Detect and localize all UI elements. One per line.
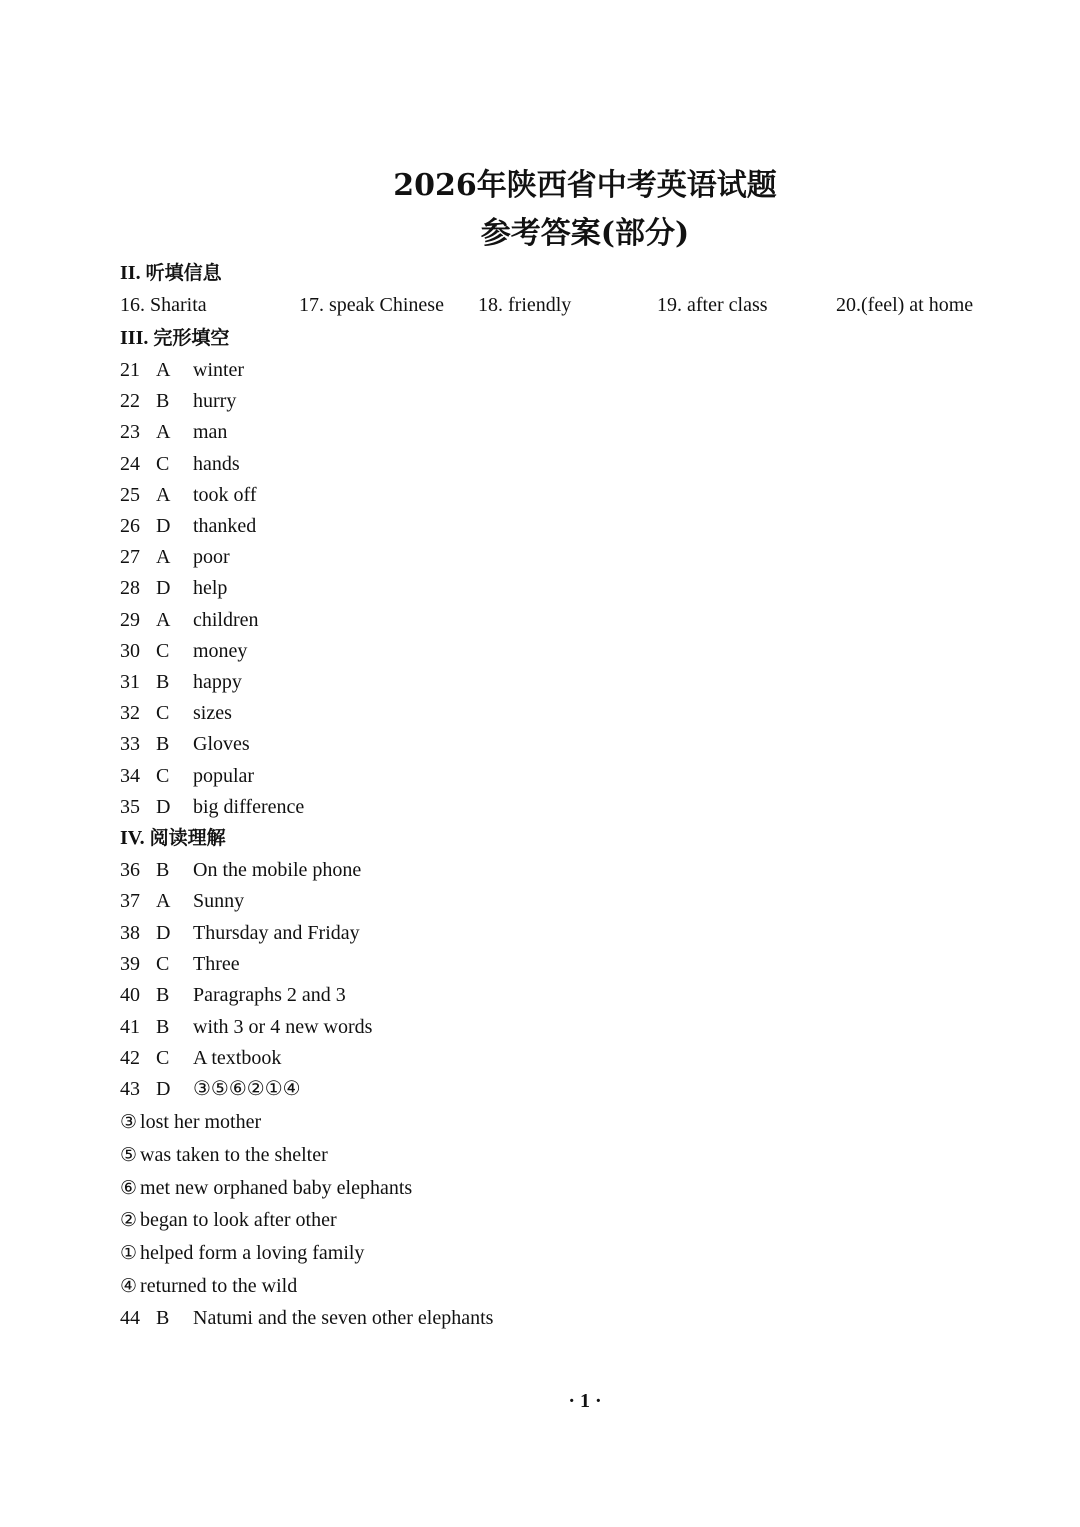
section-heading-cloze	[120, 324, 229, 352]
page-title: 2026年陕西省中考英语试题	[393, 168, 777, 203]
question-number: 39	[120, 952, 140, 975]
answer-letter: A	[156, 483, 171, 506]
circled-number: ①	[120, 1242, 138, 1265]
answer-text: Sunny	[193, 890, 245, 913]
sequence-text: lost her mother	[140, 1111, 262, 1133]
section-number: II.	[120, 262, 141, 284]
question-number: 32	[120, 702, 140, 725]
answer-letter: A	[156, 546, 171, 569]
sequence-item	[120, 1273, 297, 1299]
question-number: 41	[120, 1015, 140, 1038]
question-number: 44	[120, 1307, 140, 1329]
sequence-item	[120, 1240, 364, 1266]
sequence-item	[120, 1142, 328, 1168]
question-number: 31	[120, 671, 140, 693]
page-subtitle: 参考答案(部分)	[480, 216, 690, 251]
sequence-item	[120, 1109, 261, 1135]
answer-letter: A	[156, 359, 171, 381]
answer-text: thanked	[193, 515, 257, 537]
question-number: 28	[120, 577, 140, 600]
section-title: 听填信息	[145, 262, 222, 284]
question-number: 35	[120, 795, 140, 818]
answer-text: help	[193, 577, 228, 600]
answer-letter: B	[156, 390, 170, 413]
question-number: 34	[120, 764, 140, 787]
section-title: 完形填空	[153, 327, 230, 349]
section-title: 阅读理解	[149, 827, 226, 849]
sequence-text: was taken to the shelter	[140, 1143, 328, 1166]
circled-number: ④	[120, 1275, 138, 1297]
answer-text: with 3 or 4 new words	[193, 1015, 373, 1038]
answer-text: happy	[193, 671, 242, 693]
question-number: 25	[120, 483, 140, 506]
answer-text: children	[193, 608, 259, 631]
question-number: 40	[120, 984, 140, 1007]
answer-letter: D	[156, 1078, 171, 1101]
answer-text: On the mobile phone	[193, 859, 362, 881]
answer-letter: C	[156, 1046, 170, 1069]
question-number: 29	[120, 608, 140, 631]
answer-letter: D	[156, 577, 171, 600]
sequence-text: met new orphaned baby elephants	[140, 1176, 413, 1199]
answer-letter: B	[156, 1015, 170, 1038]
section-number: IV.	[120, 827, 145, 849]
answer-letter: A	[156, 890, 171, 913]
answer-letter: D	[156, 515, 171, 537]
circled-number: ②	[120, 1209, 138, 1232]
answer-text: Gloves	[193, 733, 250, 756]
answer-text: popular	[193, 764, 255, 787]
answer-letter: C	[156, 452, 170, 475]
answer-text: Natumi and the seven other elephants	[193, 1307, 494, 1329]
question-number: 38	[120, 921, 140, 944]
circled-number: ⑤	[120, 1143, 138, 1166]
answer-17: 17. speak Chinese	[299, 294, 444, 316]
answer-text: Thursday and Friday	[193, 921, 360, 944]
page-number: · 1 ·	[568, 1390, 602, 1412]
answer-letter: C	[156, 639, 170, 662]
answer-20: 20.(feel) at home	[836, 294, 974, 316]
question-number: 26	[120, 515, 140, 537]
section-number: III.	[120, 327, 149, 349]
question-number: 36	[120, 859, 140, 881]
answer-letter: B	[156, 671, 170, 693]
answer-letter: D	[156, 795, 171, 818]
question-number: 21	[120, 359, 140, 381]
question-number: 42	[120, 1046, 140, 1069]
answer-letter: A	[156, 421, 171, 444]
answer-text: poor	[193, 546, 230, 569]
question-number: 22	[120, 390, 140, 413]
question-number: 37	[120, 890, 140, 913]
circled-number: ③	[120, 1111, 138, 1133]
question-number: 27	[120, 546, 140, 569]
answer-text: sizes	[193, 702, 232, 725]
question-number: 43	[120, 1078, 140, 1101]
answer-text: A textbook	[193, 1046, 282, 1069]
answer-letter: A	[156, 608, 171, 631]
question-number: 30	[120, 639, 140, 662]
answer-text: winter	[193, 359, 245, 381]
title-block	[0, 162, 1080, 258]
answer-text: hurry	[193, 390, 237, 413]
answer-letter: B	[156, 984, 170, 1007]
answer-letter: D	[156, 921, 171, 944]
answer-letter: C	[156, 702, 170, 725]
answer-text: big difference	[193, 795, 305, 818]
answer-text: took off	[193, 483, 257, 506]
question-number: 24	[120, 452, 140, 475]
section-heading-reading	[120, 824, 226, 852]
sequence-text: returned to the wild	[140, 1275, 298, 1297]
question-number: 23	[120, 421, 140, 444]
answer-text: Paragraphs 2 and 3	[193, 984, 346, 1007]
answer-16: 16. Sharita	[120, 294, 207, 316]
answer-letter: B	[156, 1307, 170, 1329]
question-number: 33	[120, 733, 140, 756]
answer-letter: C	[156, 764, 170, 787]
section-heading-listening	[120, 259, 222, 287]
answer-text: man	[193, 421, 228, 444]
answer-text: Three	[193, 952, 240, 975]
answer-letter: B	[156, 859, 170, 881]
sequence-item	[120, 1207, 337, 1233]
answer-text: ③⑤⑥②①④	[193, 1078, 301, 1101]
answer-19: 19. after class	[657, 294, 768, 316]
answer-18: 18. friendly	[478, 294, 572, 316]
answer-text: money	[193, 639, 248, 662]
sequence-text: helped form a loving family	[140, 1242, 365, 1265]
sequence-item	[120, 1175, 412, 1201]
answer-letter: C	[156, 952, 170, 975]
answer-text: hands	[193, 452, 240, 475]
answer-letter: B	[156, 733, 170, 756]
sequence-text: began to look after other	[140, 1209, 337, 1232]
circled-number: ⑥	[120, 1176, 138, 1199]
